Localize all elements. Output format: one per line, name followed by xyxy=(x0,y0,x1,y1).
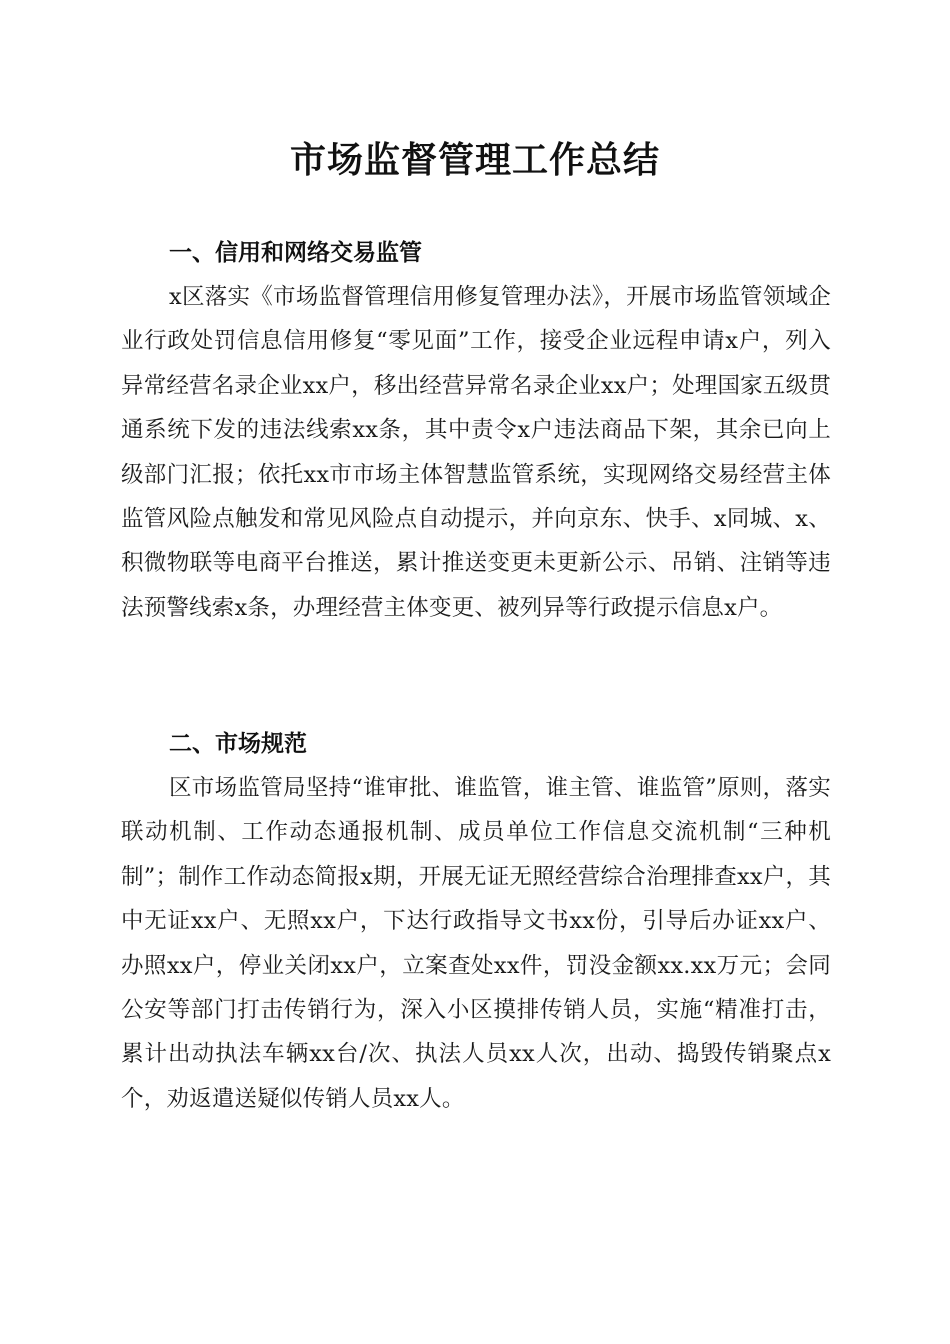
section-market-regulation xyxy=(121,722,831,1121)
section-credit-online-trade xyxy=(121,231,831,630)
section-heading: 一、信用和网络交易监管 xyxy=(169,240,422,266)
document-title: 市场监督管理工作总结 xyxy=(289,139,660,181)
section-paragraph: 区市场监管局坚持“谁审批、谁监管，谁主管、谁监管”原则，落实联动机制、工作动态通报机制、成员单位工作信息交流机制“三种机制”；制作工作动态简报x期，开展无证无照经营综合治理排查xx户，其中无证xx户、无照xx户，下达行政指导文书xx份，引导后办证xx户、办照xx户，停业关闭xx户，立案查处xx件，罚没金额xx.xx万元；会同公安等部门打击传销行为，深入小区摸排传销人员，实施“精准打击，累计出动执法车辆xx台/次、执法人员xx人次，出动、捣毁传销聚点x个，劝返遣送疑似传销人员xx人。 xyxy=(121,775,831,1112)
section-heading: 二、市场规范 xyxy=(169,731,307,757)
section-paragraph: x区落实《市场监督管理信用修复管理办法》，开展市场监管领域企业行政处罚信息信用修复“零见面”工作，接受企业远程申请x户，列入异常经营名录企业xx户，移出经营异常名录企业xx户；处理国家五级贯通系统下发的违法线索xx条，其中责令x户违法商品下架，其余已向上级部门汇报；依托xx市市场主体智慧监管系统，实现网络交易经营主体监管风险点触发和常见风险点自动提示，并向京东、快手、x同城、x、积微物联等电商平台推送，累计推送变更未更新公示、吊销、注销等违法预警线索x条，办理经营主体变更、被列异等行政提示信息x户。 xyxy=(121,284,831,621)
